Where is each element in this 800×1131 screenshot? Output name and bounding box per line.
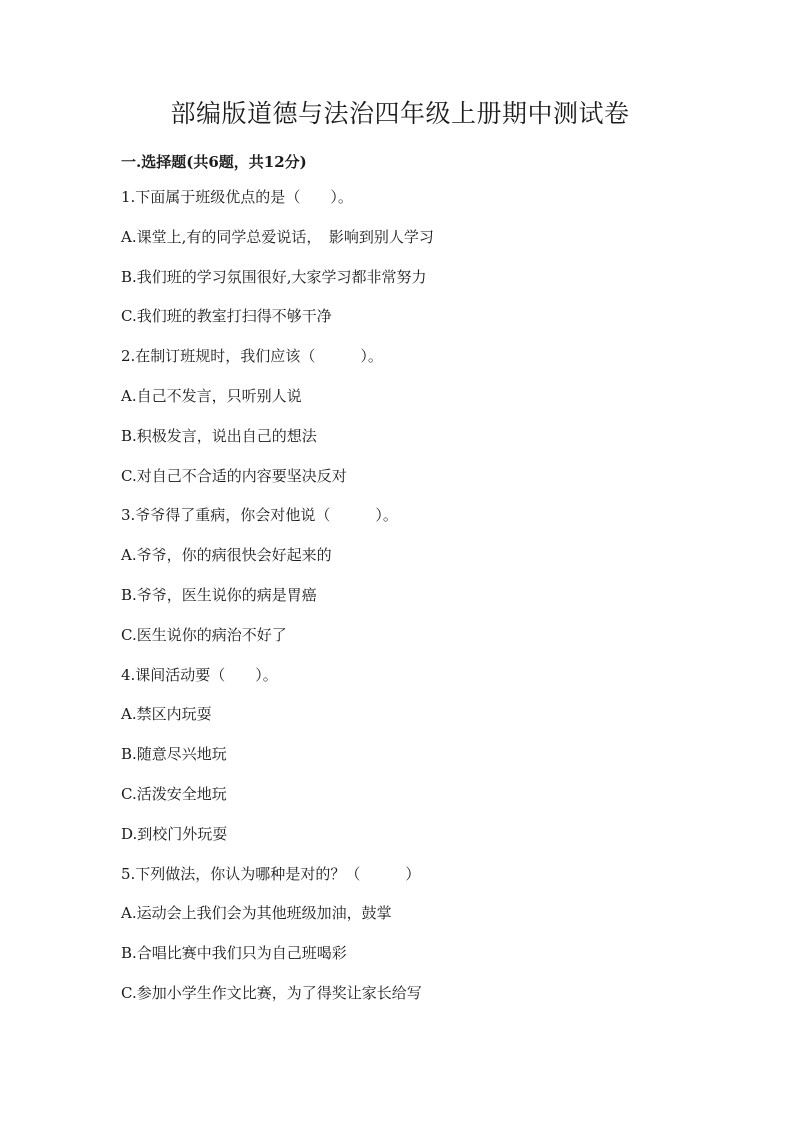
- question-3-option-b: B.爷爷，医生说你的病是胃癌: [121, 585, 317, 604]
- question-1-option-c: C.我们班的教室打扫得不够干净: [121, 307, 332, 326]
- question-5-option-a: A.运动会上我们会为其他班级加油，鼓掌: [121, 904, 392, 923]
- question-4-option-b: B.随意尽兴地玩: [121, 745, 227, 764]
- question-1-stem: 1.下面属于班级优点的是（ ）。: [121, 188, 353, 206]
- question-2-option-b: B.积极发言，说出自己的想法: [121, 426, 317, 445]
- question-2-option-a: A.自己不发言，只听别人说: [121, 386, 302, 405]
- question-4-stem: 4.课间活动要（ ）。: [121, 665, 278, 684]
- question-5-stem: 5.下列做法，你认为哪种是对的？（ ）: [121, 864, 421, 883]
- section-heading: 一.选择题(共6题，共12分): [121, 153, 307, 171]
- question-4-option-c: C.活泼安全地玩: [121, 784, 227, 803]
- page-title: 部编版道德与法治四年级上册期中测试卷: [170, 99, 630, 128]
- question-3-option-a: A.爷爷，你的病很快会好起来的: [121, 546, 332, 565]
- question-1-option-b: B.我们班的学习氛围很好,大家学习都非常努力: [121, 267, 427, 286]
- question-4-option-d: D.到校门外玩耍: [121, 824, 228, 843]
- question-list: [121, 186, 434, 1022]
- question-2-stem: 2.在制订班规时，我们应该（ ）。: [121, 347, 383, 366]
- question-1-option-a: A.课堂上,有的同学总爱说话， 影响到别人学习: [121, 227, 434, 246]
- question-3-option-c: C.医生说你的病治不好了: [121, 625, 287, 644]
- question-5-option-c: C.参加小学生作文比赛，为了得奖让家长给写: [121, 983, 422, 1002]
- question-5-option-b: B.合唱比赛中我们只为自己班喝彩: [121, 944, 347, 963]
- question-3-stem: 3.爷爷得了重病，你会对他说（ ）。: [121, 506, 398, 525]
- question-2-option-c: C.对自己不合适的内容要坚决反对: [121, 466, 347, 485]
- question-4-option-a: A.禁区内玩耍: [121, 705, 212, 724]
